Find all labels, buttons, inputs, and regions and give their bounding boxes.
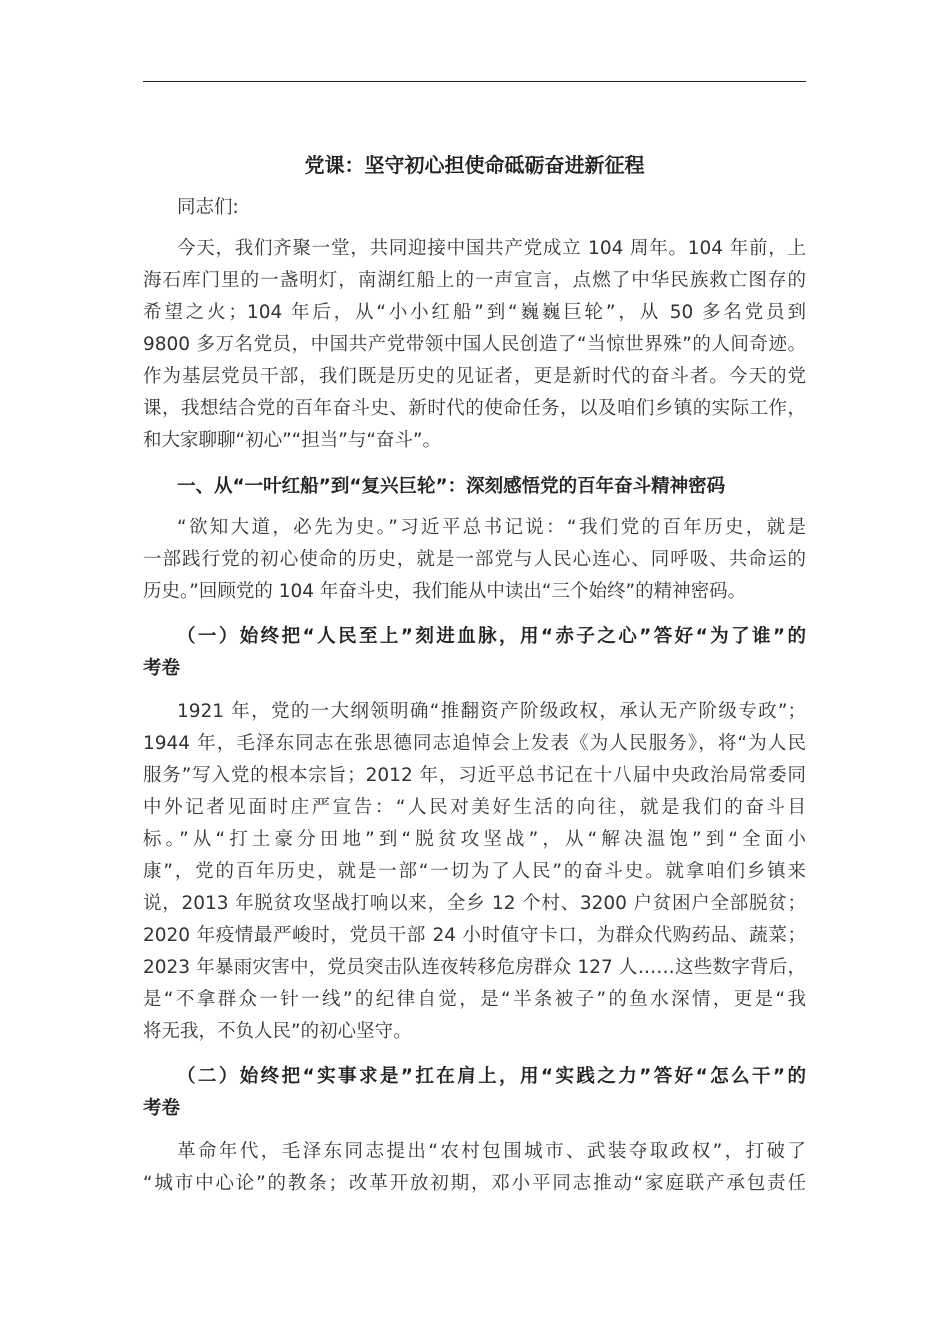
section-1-heading: 一、从“一叶红船”到“复兴巨轮”：深刻感悟党的百年奋斗精神密码 (177, 476, 726, 497)
text-line: 服务”写入党的根本宗旨；2012 年，习近平总书记在十八届中央政治局常委同 (143, 765, 806, 786)
section-1-heading-block (143, 471, 806, 503)
heading-line: （二）始终把“实事求是”扛在肩上，用“实践之力”答好“怎么干”的 (177, 1066, 806, 1087)
text-line: “欲知大道，必先为史。”习近平总书记说：“我们党的百年历史，就是 (177, 517, 806, 538)
text-line: 希望之火；104 年后，从“小小红船”到“巍巍巨轮”，从 50 多名党员到 (143, 302, 806, 323)
document-title-block (143, 149, 806, 181)
subsection-2-heading (143, 1061, 806, 1125)
text-line: 1944 年，毛泽东同志在张思德同志追悼会上发表《为人民服务》，将“为人民 (143, 733, 806, 754)
text-line: “城市中心论”的教条；改革开放初期，邓小平同志推动“家庭联产承包责任 (143, 1173, 806, 1194)
text-line: 标。”从“打土豪分田地”到“脱贫攻坚战”，从“解决温饱”到“全面小 (143, 829, 806, 850)
text-line: 今天，我们齐聚一堂，共同迎接中国共产党成立 104 周年。104 年前，上 (177, 238, 806, 259)
subsection-2-paragraph (143, 1136, 806, 1200)
text-line: 1921 年，党的一大纲领明确“推翻资产阶级政权，承认无产阶级专政”； (177, 701, 806, 722)
text-line: 历史。”回顾党的 104 年奋斗史，我们能从中读出“三个始终”的精神密码。 (143, 581, 747, 602)
heading-line: 考卷 (143, 1098, 181, 1119)
text-line: 9800 多万名党员，中国共产党带领中国人民创造了“当惊世界殊”的人间奇迹。 (143, 334, 806, 355)
heading-line: 考卷 (143, 658, 181, 679)
text-line: 一部践行党的初心使命的历史，就是一部党与人民心连心、同呼吸、共命运的 (143, 549, 806, 570)
text-line: 课，我想结合党的百年奋斗史、新时代的使命任务，以及咱们乡镇的实际工作， (143, 398, 806, 419)
text-line: 革命年代，毛泽东同志提出“农村包围城市、武装夺取政权”，打破了 (177, 1141, 806, 1162)
subsection-1-heading (143, 621, 806, 685)
text-line: 康”，党的百年历史，就是一部“一切为了人民”的奋斗史。就拿咱们乡镇来 (143, 861, 806, 882)
text-line: 和大家聊聊“初心”“担当”与“奋斗”。 (143, 430, 442, 451)
salutation-block (143, 192, 806, 224)
intro-paragraph (143, 233, 806, 457)
text-line: 2023 年暴雨灾害中，党员突击队连夜转移危房群众 127 人……这些数字背后， (143, 957, 806, 978)
text-line: 2020 年疫情最严峻时，党员干部 24 小时值守卡口，为群众代购药品、蔬菜； (143, 925, 806, 946)
text-line: 将无我，不负人民”的初心坚守。 (143, 1021, 412, 1042)
text-line: 是“不拿群众一针一线”的纪律自觉，是“半条被子”的鱼水深情，更是“我 (143, 989, 806, 1010)
heading-line: （一）始终把“人民至上”刻进血脉，用“赤子之心”答好“为了谁”的 (177, 626, 806, 647)
header-rule (143, 81, 806, 82)
salutation: 同志们: (177, 197, 239, 218)
section-1-paragraph (143, 512, 806, 608)
text-line: 作为基层党员干部，我们既是历史的见证者，更是新时代的奋斗者。今天的党 (143, 366, 806, 387)
document-title: 党课：坚守初心担使命砥砺奋进新征程 (304, 153, 645, 177)
subsection-1-paragraph (143, 696, 806, 1048)
text-line: 海石库门里的一盏明灯，南湖红船上的一声宣言，点燃了中华民族救亡图存的 (143, 270, 806, 291)
text-line: 中外记者见面时庄严宣告：“人民对美好生活的向往，就是我们的奋斗目 (143, 797, 806, 818)
text-line: 说，2013 年脱贫攻坚战打响以来，全乡 12 个村、3200 户贫困户全部脱贫； (143, 893, 806, 914)
